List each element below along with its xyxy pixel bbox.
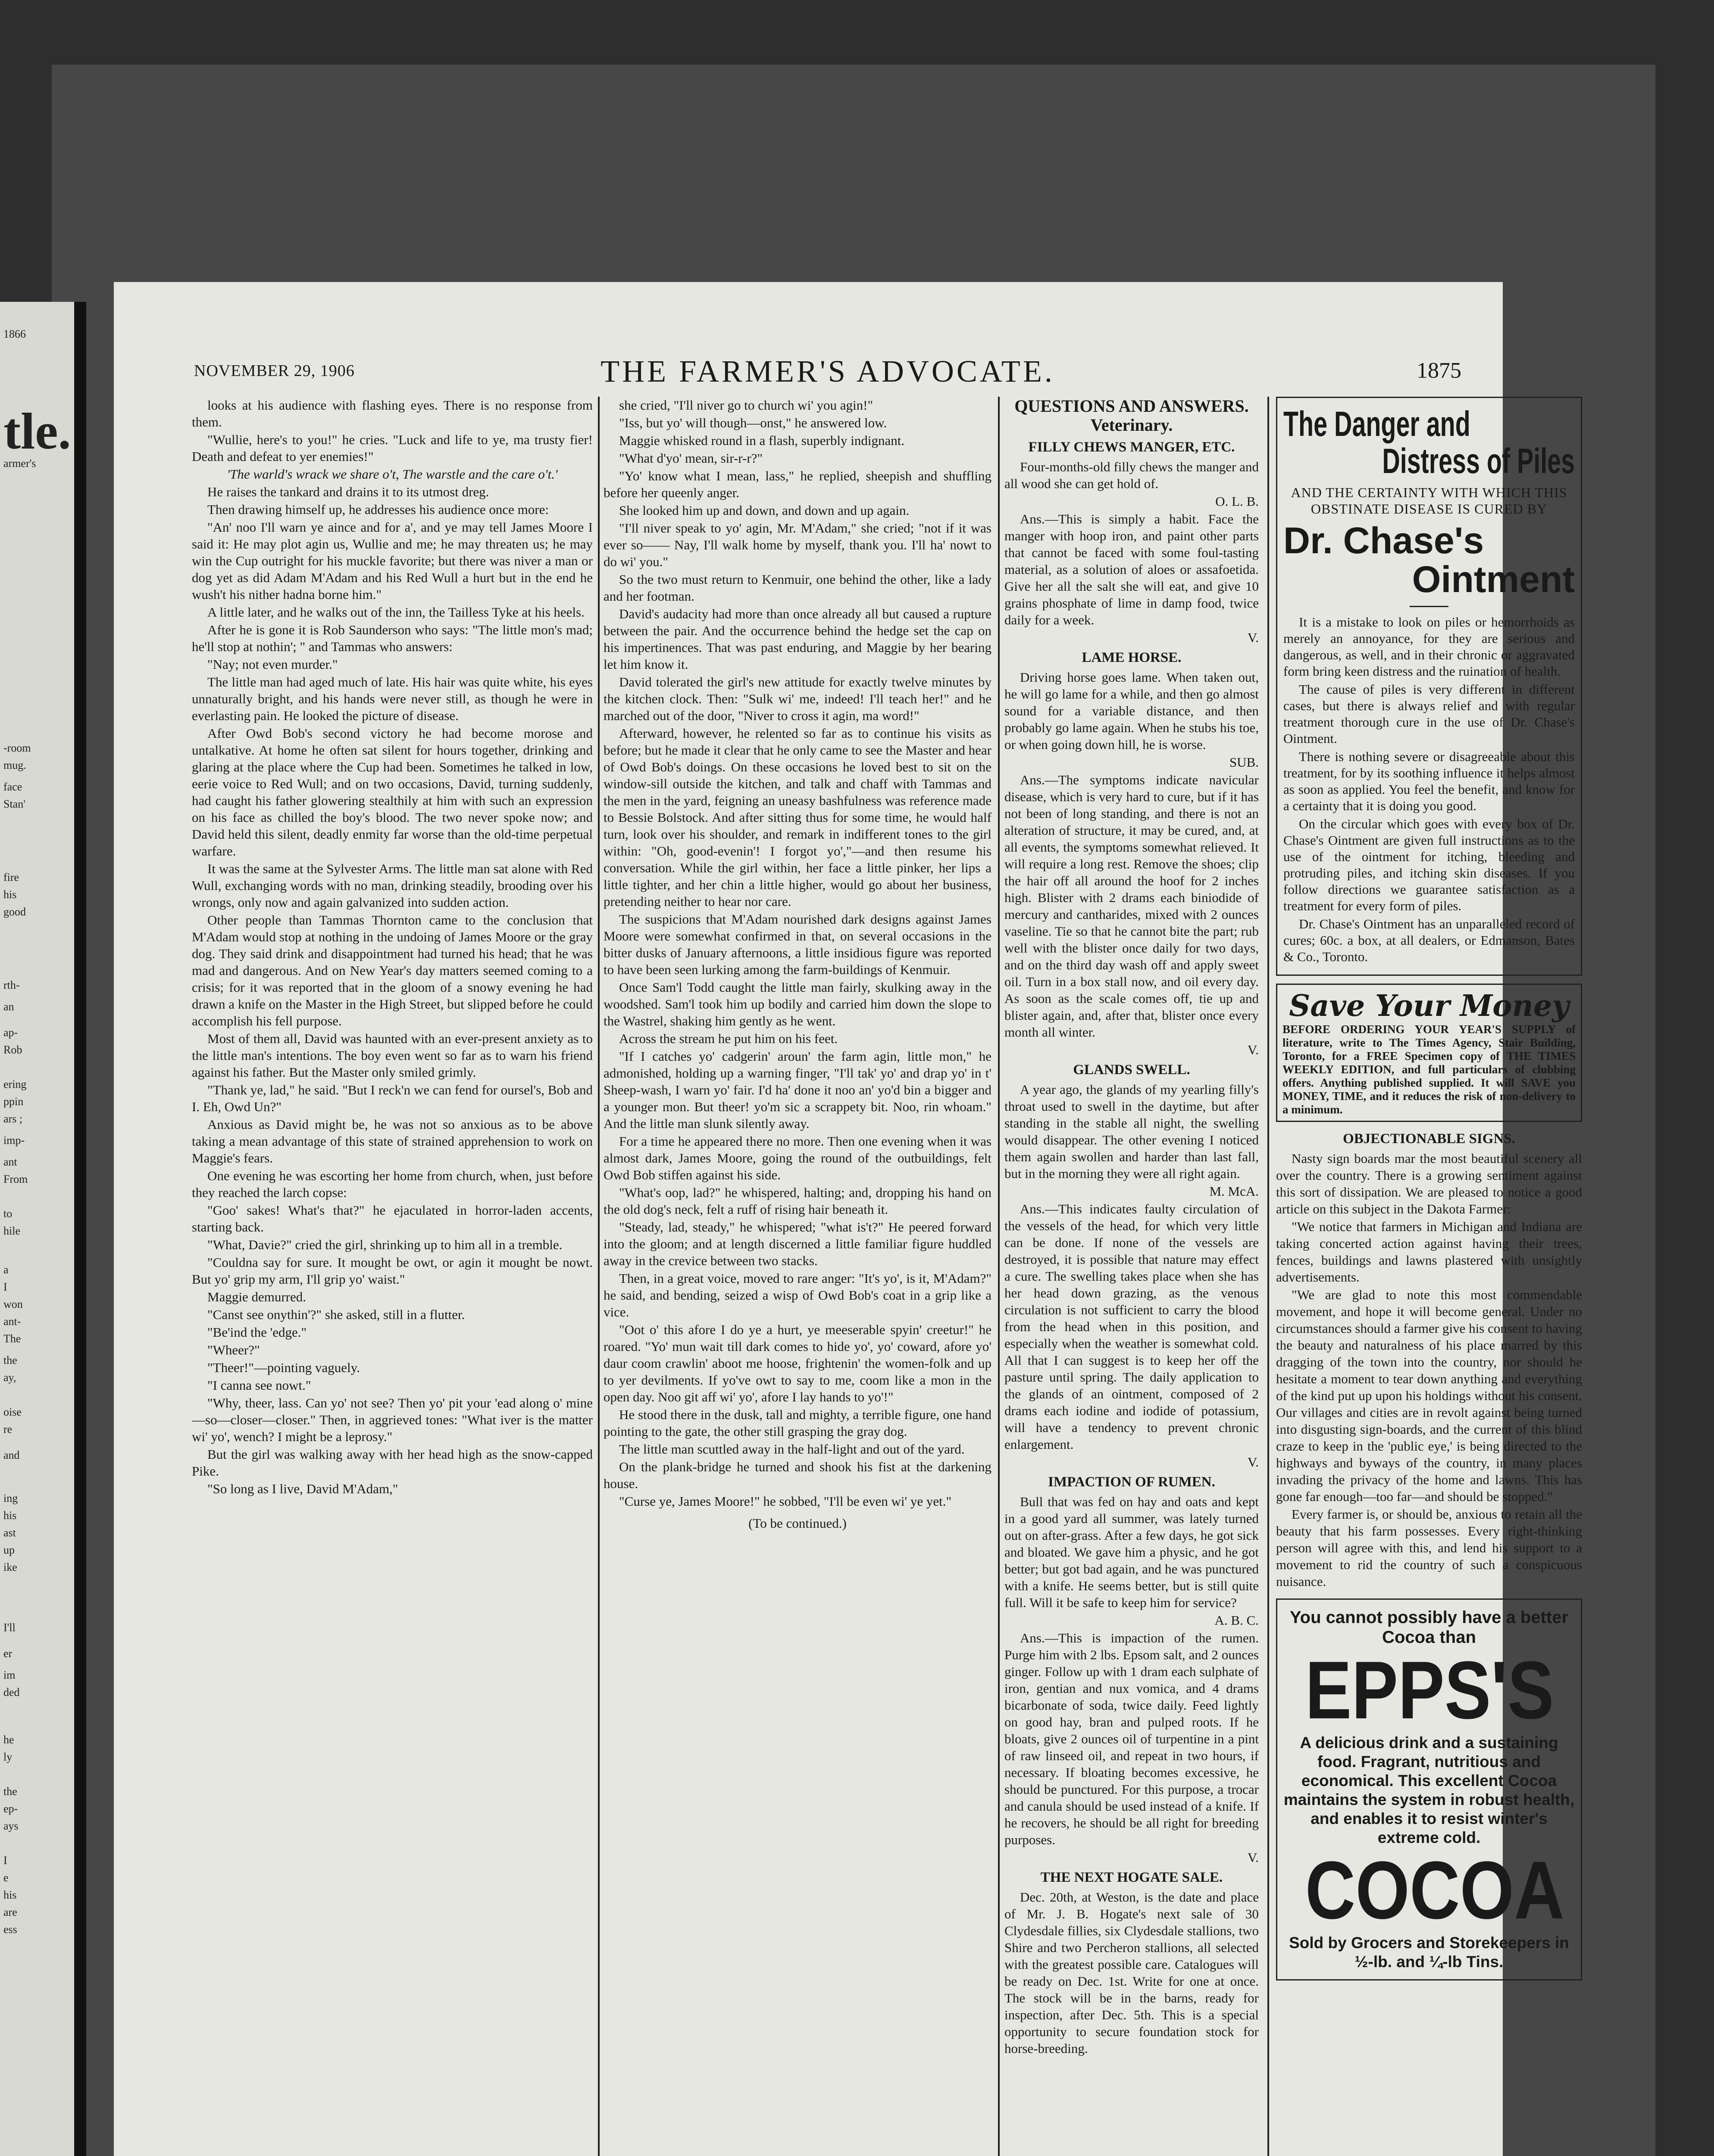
- ad-headline-1: The Danger and: [1283, 404, 1470, 444]
- qa-item: [1004, 1869, 1259, 2057]
- previous-page-fragment-text: his: [3, 1509, 17, 1522]
- story-paragraph: she cried, "I'll niver go to church wi' you agin!": [619, 398, 873, 413]
- article-paragraph: "We are glad to note this most commendable movement, and hope it will become general. Under no circumstances should a farmer give his consent to having the beauty and naturalness of his place marred by this dragging of the town into the country, nor should he hesitate a moment to tear down anything and everything of the kind put up upon his holdings without his consent. Our villages and cities are in revolt against being turned into disgusting sign-boards, and the current of this blind craze to keep in the 'public eye,' is being directed to the highways and byways of the country, in many places invading the privacy of the home and lawns. This has gone far enough—too far—and should be stopped.": [1276, 1287, 1582, 1504]
- qa-subhead: THE NEXT HOGATE SALE.: [1040, 1870, 1223, 1885]
- story-column-2: [604, 397, 991, 2156]
- ad-title: Save Your Money: [1289, 989, 1569, 1023]
- story-paragraph: "Theer!"—pointing vaguely.: [207, 1360, 360, 1375]
- story-paragraph: David's audacity had more than once already all but caused a rupture between the pair. And the occurrence behind the hedge set the cap on his impertinences. That was past enduring, and Maggie by her bearing let him know it.: [604, 606, 991, 672]
- story-paragraph: Anxious as David might be, he was not so anxious as to be above taking a mean advantage of this state of strained apprehension to work on Maggie's fears.: [192, 1117, 593, 1166]
- story-paragraph: After Owd Bob's second victory he had become morose and untalkative. At home he often sat silent for hours together, drinking and glaring at the place where the Cup had been. Sometimes he talked in low, eerie voice to Red Wull; and on two occasions, David, turning suddenly, had caught his father glowering stealthily at him with such an expression on his face as chilled the boy's blood. The two never spoke now; and David held this silent, deadly enmity far worse than the old-time perpetual warfare.: [192, 726, 593, 859]
- ad-availability: Sold by Grocers and Storekeepers in ½-lb. and ¼-lb Tins.: [1289, 1934, 1569, 1971]
- ad-product: COCOA: [1305, 1845, 1564, 1936]
- previous-page-fragment-text: -room: [3, 742, 31, 754]
- column-divider: [1267, 397, 1269, 2156]
- ad-brand: EPPS'S: [1305, 1645, 1554, 1736]
- story-paragraph: "Nay; not even murder.": [207, 657, 338, 672]
- ad-paragraph: The cause of piles is very different in different cases, but there is always relief and with regular treatment thorough cure in the use of Dr. Chase's Ointment.: [1283, 682, 1575, 746]
- previous-page-fragment-text: a: [3, 1263, 9, 1276]
- qa-item: [1004, 649, 1259, 1058]
- article-body: [1276, 1150, 1582, 1590]
- column-divider: [998, 397, 1000, 2156]
- story-paragraph: "Yo' know what I mean, lass," he replied, sheepish and shuffling before her queenly anger.: [604, 468, 991, 500]
- story-paragraph: Maggie demurred.: [207, 1289, 306, 1304]
- story-paragraph: "Canst see onythin'?" she asked, still in a flutter.: [207, 1307, 465, 1322]
- previous-page-fragment-text: ly: [3, 1751, 13, 1763]
- previous-page-fragment-text: an: [3, 1000, 14, 1013]
- question-text: Dec. 20th, at Weston, is the date and place of Mr. J. B. Hogate's next sale of 30 Clydesdale fillies, six Clydesdale stallions, two Shire and two Percheron stallions, all selected with the greatest possible care. Catalogues will be ready on Dec. 1st. Write for one at once. The stock will be in the barns, ready for inspection, after Dec. 5th. This is a special opportunity to secure foundation stock for horse-breeding.: [1004, 1890, 1259, 2056]
- story-paragraph: Across the stream he put him on his feet.: [619, 1031, 838, 1046]
- ad-paragraph: There is nothing severe or disagreeable about this treatment, for by its soothing influence it helps almost as soon as applied. You feel the benefit, and know for a certainty that it is doing you good.: [1283, 749, 1575, 813]
- questions-answers-column: [1004, 397, 1259, 2156]
- previous-page-fragment-text: Rob: [3, 1044, 22, 1056]
- story-paragraph: "Iss, but yo' will though—onst," he answered low.: [619, 415, 887, 430]
- ad-body: BEFORE ORDERING YOUR YEAR'S SUPPLY of literature, write to The Times Agency, Stair Building, Toronto, for a FREE Specimen copy of THE TIMES WEEKLY EDITION, and full particulars of clubbing offers. Anything published supplied. It will SAVE you MONEY, TIME, and it reduces the risk of non-delivery to a minimum.: [1282, 1023, 1576, 1116]
- page-gutter-shadow: [74, 302, 86, 2156]
- previous-page-fragment-text: are: [3, 1906, 17, 1918]
- story-paragraph: One evening he was escorting her home from church, when, just before they reached the larch copse:: [192, 1168, 593, 1200]
- previous-page-fragment-text: hile: [3, 1225, 20, 1237]
- previous-page-fragment-text: the: [3, 1354, 17, 1366]
- qa-items: [1004, 439, 1259, 2057]
- question-text: Driving horse goes lame. When taken out, he will go lame for a while, and then go almost sound for a variable distance, and then probably go lame again. When he stubs his toe, or when going down hill, he is worse.: [1004, 670, 1259, 752]
- story-paragraph: "Why, theer, lass. Can yo' not see? Then yo' pit your 'ead along o' mine—so—closer—closer." Then, in aggrieved tones: "What iver is the matter wi' yo', wench? I might be a leprosy.": [192, 1395, 593, 1444]
- question-text: Four-months-old filly chews the manger and all wood she can get hold of.: [1004, 459, 1259, 491]
- previous-page-fragment-text: im: [3, 1669, 16, 1681]
- signature: V.: [1247, 630, 1259, 645]
- story-paragraph: Maggie whisked round in a flash, superbly indignant.: [619, 433, 905, 448]
- article-paragraph: Nasty sign boards mar the most beautiful scenery all over the country. There is a growing sentiment against this sort of dissipation. We are pleased to notice a good article on this subject in the Dakota Farmer:: [1276, 1151, 1582, 1216]
- story-paragraph: He raises the tankard and drains it to its utmost dreg.: [207, 484, 489, 499]
- story-paragraph: "Oot o' this afore I do ye a hurt, ye meeserable spyin' creetur!" he roared. "Yo' mun wait till dark comes to hide yo', yo' coward, afore yo' daur coom crawlin' aboot me hoose, frightenin' the women-folk and up to yer devilments. If yo've owt to say to me, coom like a mon in the open day. Noo git aff wi' yo', afore I lay hands to yo'!": [604, 1322, 991, 1404]
- story-paragraph: "Be'ind the 'edge.": [207, 1325, 307, 1340]
- previous-page-fragment-text: and: [3, 1449, 20, 1461]
- previous-page-fragment-text: face: [3, 780, 22, 793]
- previous-page-fragment-text: ant: [3, 1156, 17, 1168]
- story-paragraph: The little man scuttled away in the half-light and out of the yard.: [619, 1442, 965, 1457]
- ad-description: A delicious drink and a sustaining food. Fragrant, nutritious and economical. This excellent Cocoa maintains the system in robust health, and enables it to resist winter's extreme cold.: [1283, 1734, 1575, 1846]
- story-paragraph: The little man had aged much of late. His hair was quite white, his eyes unnaturally bright, and his hands were never still, as though he were in everlasting pain. He looked the picture of disease.: [192, 674, 593, 723]
- story-paragraph: So the two must return to Kenmuir, one behind the other, like a lady and her footman.: [604, 572, 991, 604]
- previous-page-fragment-text: ant-: [3, 1315, 21, 1328]
- previous-page-fragment-text: armer's: [3, 457, 36, 470]
- signature: V.: [1247, 1042, 1259, 1057]
- answer-text: Ans.—This is simply a habit. Face the manger with hoop iron, and paint other parts that cannot be faced with some foul-tasting material, as a solution of aloes or assafoetida. Give her all the salt she will eat, and give 10 grains phosphate of lime in damp food, twice daily for a week.: [1004, 511, 1259, 627]
- previous-page-fragment-text: ing: [3, 1492, 18, 1504]
- page-number: 1875: [1417, 358, 1461, 383]
- previous-page-fragment-text: won: [3, 1298, 23, 1310]
- ad-body: [1283, 614, 1575, 965]
- section-title: QUESTIONS AND ANSWERS. Veterinary.: [1014, 397, 1249, 435]
- previous-page-fragment-text: er: [3, 1647, 13, 1660]
- story-paragraph: Then, in a great voice, moved to rare anger: "It's yo', is it, M'Adam?" he said, and bending, seized a wisp of Owd Bob's coat in a grip like a vice.: [604, 1271, 991, 1319]
- previous-page-fragment-text: I: [3, 1854, 7, 1867]
- previous-page-fragment-text: imp-: [3, 1134, 25, 1147]
- story-paragraph: "What d'yo' mean, sir-r-r?": [619, 451, 763, 466]
- previous-page-fragment-text: ars ;: [3, 1112, 23, 1125]
- newspaper-page: [116, 285, 1582, 2156]
- previous-page-fragment-text: Stan': [3, 798, 25, 810]
- previous-page-fragment-text: good: [3, 906, 26, 918]
- story-paragraph: David tolerated the girl's new attitude for exactly twelve minutes by the kitchen clock. Then: "Sulk wi' me, indeed! I'll teach her!" and he marched out of the door, "Niver to cross it agin, ma word!": [604, 674, 991, 723]
- story-paragraph: "Goo' sakes! What's that?" he ejaculated in horror-laden accents, starting back.: [192, 1203, 593, 1235]
- story-paragraph: "An' noo I'll warn ye aince and for a', and ye may tell James Moore I said it: He may plot agin us, Wullie and me; he may threaten us; he may win the Cup outright for his muckle favorite; but there was niver a man or dog yet as did Adam M'Adam and his Red Wull a hurt but in the end he wush't his nither hadna borne him.": [192, 520, 593, 602]
- story-paragraph: Once Sam'l Todd caught the little man fairly, skulking away in the woodshed. Sam'l took him up bodily and carried him down the slope to the Wastrel, shaking him gently as he went.: [604, 980, 991, 1028]
- story-paragraph: "Thank ye, lad," he said. "But I reck'n we can fend for oursel's, Bob and I. Eh, Owd Un?": [192, 1082, 593, 1114]
- previous-page-fragment-text: From: [3, 1173, 28, 1185]
- previous-page-fragment-text: ep-: [3, 1802, 18, 1815]
- article-paragraph: "We notice that farmers in Michigan and Indiana are taking concerted action against having their trees, fences, buildings and lawns plastered with unsightly advertisements.: [1276, 1219, 1582, 1285]
- signature: O. L. B.: [1215, 494, 1259, 509]
- story-paragraph: A little later, and he walks out of the inn, the Tailless Tyke at his heels.: [207, 605, 585, 620]
- story-paragraph: She looked him up and down, and down and up again.: [619, 503, 910, 518]
- previous-page-fragment-text: ded: [3, 1686, 20, 1698]
- qa-subhead: FILLY CHEWS MANGER, ETC.: [1028, 439, 1235, 455]
- epps-cocoa-ad: [1276, 1598, 1582, 1981]
- story-paragraph: "Steady, lad, steady," he whispered; "what is't?" He peered forward into the gloom; and at length discerned a little familiar figure huddled away in the crevice between two stacks.: [604, 1219, 991, 1268]
- signature: A. B. C.: [1214, 1613, 1259, 1628]
- story-paragraph: "So long as I live, David M'Adam,": [207, 1481, 398, 1496]
- qa-item: [1004, 1062, 1259, 1470]
- previous-page-fragment-text: ering: [3, 1078, 27, 1091]
- story-paragraph: "If I catches yo' cadgerin' aroun' the farm agin, little mon," he admonished, holding up a warning finger, "I'll tak' yo' and drap yo' in t' Sheep-wash, I warn yo' fair. I'd ha' done it noo an' yo'd bin a bigger and a younger mon. But theer! yo'm sic a scrappety bit. Noo, rin whoam." And the little man slunk silently away.: [604, 1049, 991, 1131]
- story-paragraph: It was the same at the Sylvester Arms. The little man sat alone with Red Wull, exchanging words with no man, drinking steadily, brooding over his wrongs, only now and again galvanized into sudden action.: [192, 861, 593, 910]
- story-paragraph: "I canna see nowt.": [207, 1378, 311, 1393]
- previous-page-fragment-text: oise: [3, 1406, 22, 1418]
- story-paragraph: "What's oop, lad?" he whispered, halting; and, dropping his hand on the old dog's neck, felt a ruff of rising hair beneath it.: [604, 1185, 991, 1217]
- qa-item: [1004, 1474, 1259, 1866]
- previous-page-fragment-text: e: [3, 1871, 9, 1884]
- objectionable-signs-article: [1276, 1131, 1582, 1590]
- qa-subhead: IMPACTION OF RUMEN.: [1048, 1474, 1215, 1490]
- previous-page-fragment-text: his: [3, 1889, 17, 1901]
- ad-intro: You cannot possibly have a better Cocoa than: [1289, 1608, 1569, 1647]
- previous-page-fragment-text: rth-: [3, 979, 20, 991]
- advertisement-column: [1276, 397, 1582, 2156]
- story-paragraph: Other people than Tammas Thornton came to the conclusion that M'Adam would stop at nothing in the undoing of James Moore or the gray dog. They said drink and disappointment had turned his head; that he was mad and dangerous. And on New Year's day matters seemed coming to a crisis; for it was reported that in the gloom of a snowy evening he had drawn a knife on the Master in the High Street, but slipped before he could accomplish his fell purpose.: [192, 912, 593, 1028]
- page-header: [194, 354, 1461, 388]
- qa-subhead: GLANDS SWELL.: [1073, 1062, 1190, 1078]
- story-paragraph: On the plank-bridge he turned and shook his fist at the darkening house.: [604, 1459, 991, 1491]
- masthead-title: THE FARMER'S ADVOCATE.: [601, 354, 1055, 389]
- signature: SUB.: [1229, 755, 1259, 770]
- previous-page-fragment-text: 1866: [3, 328, 26, 340]
- answer-text: Ans.—The symptoms indicate navicular disease, which is very hard to cure, but if it has not been of long standing, and there is not an alteration of structure, it may be cured, and, at all events, the symptoms somewhat relieved. It will require a long rest. Remove the shoes; clip the hair off all around the hoof for 2 inches high. Blister with 2 drams each biniodide of mercury and cantharides, mixed with 2 ounces vaseline. Tie so that he cannot bite the part; rub well with the blister once daily for two days, and on the third day wash off and apply sweet oil. Turn in a box stall now, and oil every day. As soon as the scale comes off, tie up and blister again, and, after that, blister once every month all winter.: [1004, 772, 1259, 1040]
- previous-page-fragment-text: The: [3, 1332, 21, 1345]
- issue-date: NOVEMBER 29, 1906: [194, 362, 355, 380]
- story-paragraph: The suspicions that M'Adam nourished dark designs against James Moore were somewhat confirmed in that, on several occasions in the bitter dusks of January afternoons, a little insidious figure was reported to have been seen lurking among the farm-buildings of Kenmuir.: [604, 912, 991, 977]
- previous-page-fragment-text: ays: [3, 1820, 19, 1832]
- ad-headline-2: Distress of Piles: [1382, 442, 1575, 481]
- answer-text: Ans.—This is impaction of the rumen. Purge him with 2 lbs. Epsom salt, and 2 ounces ginger. Follow up with 1 dram each sulphate of iron, gentian and nux vomica, and 4 drams bicarbonate of soda, twice daily. Feed lightly on good hay, bran and pulped roots. If he bloats, give 2 ounces oil of turpentine in a pint of raw linseed oil, and repeat in two hours, if necessary. If bloating becomes excessive, he should be punctured. For this purpose, a trocar and canula should be used instead of a knife. If he recovers, he should be all right for breeding purposes.: [1004, 1630, 1259, 1847]
- previous-page-fragment-text: ike: [3, 1561, 17, 1573]
- story-paragraph: "Curse ye, James Moore!" he sobbed, "I'll be even wi' ye yet.": [619, 1494, 952, 1509]
- story-paragraph: (To be continued.): [748, 1516, 847, 1531]
- story-paragraph: "I'll niver speak to yo' agin, Mr. M'Adam," she cried; "not if it was ever so—— Nay, I'll walk home by myself, thank you. I'll ha' nowt to do wi' you.": [604, 520, 991, 569]
- previous-page-fragment-text: mug.: [3, 759, 26, 771]
- previous-page-fragment-text: fire: [3, 871, 19, 884]
- story-paragraph: "What, Davie?" cried the girl, shrinking up to him all in a tremble.: [207, 1237, 563, 1252]
- previous-page-fragment-text: the: [3, 1785, 17, 1798]
- ad-brand-2: Ointment: [1412, 559, 1575, 600]
- qa-subhead: LAME HORSE.: [1082, 650, 1182, 665]
- qa-item: [1004, 439, 1259, 646]
- previous-page-fragment-text: to: [3, 1207, 13, 1220]
- previous-page-fragment-text: ay,: [3, 1371, 16, 1384]
- previous-page-fragment-text: he: [3, 1733, 14, 1746]
- story-paragraph: 'The warld's wrack we share o't, The warstle and the care o't.': [227, 467, 558, 482]
- story-paragraph: "Couldna say for sure. It mought be owt, or agin it mought be nowt. But yo' grip my arm, I'll grip yo' waist.": [192, 1255, 593, 1287]
- previous-page-fragment-text: his: [3, 888, 17, 901]
- previous-page-fragment-text: ess: [3, 1923, 17, 1936]
- story-paragraph: He stood there in the dusk, tall and mighty, a terrible figure, one hand pointing to the gate, the other still grasping the gray dog.: [604, 1407, 991, 1439]
- story-paragraph: Most of them all, David was haunted with an ever-present anxiety as to the little man's intentions. The boy even went so far as to warn his friend against his father. But the Master only smiled grimly.: [192, 1031, 593, 1080]
- story-paragraph: looks at his audience with flashing eyes. There is no response from them.: [192, 398, 593, 429]
- ad-brand-1: Dr. Chase's: [1283, 520, 1484, 561]
- article-paragraph: Every farmer is, or should be, anxious to retain all the beauty that his farm possesses. Every right-thinking person will agree with this, and lend his support to a movement to rid the country of such a conspicuous nuisance.: [1276, 1507, 1582, 1589]
- signature: V.: [1247, 1850, 1259, 1865]
- previous-page-fragment-text: ppin: [3, 1095, 24, 1108]
- signature: M. McA.: [1209, 1184, 1259, 1199]
- story-column-1: [192, 397, 593, 2156]
- story-paragraph: For a time he appeared there no more. Then one evening when it was almost dark, James Moore, going the round of the outbuildings, felt Owd Bob stiffen against his side.: [604, 1134, 991, 1182]
- signature: V.: [1247, 1454, 1259, 1470]
- piles-ointment-ad: [1276, 397, 1582, 976]
- ad-paragraph: On the circular which goes with every box of Dr. Chase's Ointment are given full instructions as to the use of the ointment for itching, bleeding and protruding piles, and itching skin diseases. If you follow directions we guarantee satisfaction as a treatment for every form of piles.: [1283, 816, 1575, 913]
- previous-page-fragment-text: up: [3, 1544, 15, 1556]
- story-paragraph: After he is gone it is Rob Saunderson who says: "The little mon's mad; he'll stop at nothin'; " and Tammas who answers:: [192, 622, 593, 654]
- answer-text: Ans.—This indicates faulty circulation of the vessels of the head, for which very little can be done. If none of the vessels are destroyed, it is possible that nature may effect a cure. The swelling takes place when she has her head down grazing, as the venous circulation is not sufficient to carry the blood from the head when in this position, and especially when the weather is somewhat cold. All that I can suggest is to keep her off the pasture until spring. The daily application to the glands of an ointment, composed of 2 drams each iodine and iodide of potassium, will have a tendency to prevent chronic enlargement.: [1004, 1201, 1259, 1452]
- previous-page-fragment: [0, 302, 86, 2156]
- story-paragraph: "Wheer?": [207, 1342, 260, 1357]
- previous-page-fragment-text: re: [3, 1423, 13, 1435]
- previous-page-fragment-text: ast: [3, 1526, 16, 1539]
- story-paragraph: But the girl was walking away with her head high as the snow-capped Pike.: [192, 1447, 593, 1479]
- article-title: OBJECTIONABLE SIGNS.: [1343, 1131, 1515, 1147]
- question-text: Bull that was fed on hay and oats and kept in a good yard all summer, was lately turned out on after-grass. After a few days, he got sick and bloated. We gave him a physic, and he got better; but got bad again, and he was punctured with a knife. He seems better, but is still quite full. Will it be safe to keep him for service?: [1004, 1494, 1259, 1610]
- previous-page-fragment-text: I: [3, 1281, 7, 1293]
- ad-paragraph: It is a mistake to look on piles or hemorrhoids as merely an annoyance, for they are serious and dangerous, as well, and in their chronic or aggravated form bring keen distress and the ruination of health.: [1283, 614, 1575, 679]
- question-text: A year ago, the glands of my yearling filly's throat used to swell in the daytime, but after standing in the stable all night, the swelling would disappear. The other evening I noticed them again swollen and harder than last fall, but in the morning they were all right again.: [1004, 1082, 1259, 1181]
- previous-page-fragment-text: I'll: [3, 1621, 16, 1634]
- previous-page-fragment-text: tle.: [3, 402, 71, 460]
- story-paragraph: Afterward, however, he relented so far as to continue his visits as before; but he made it clear that he only came to see the Master and hear of Owd Bob's doings. On these occasions he loved best to sit on the window-sill outside the kitchen, and talk and chaff with Tammas and the men in the yard, feigning an uneasy bashfulness was reference made to Bessie Bolstock. And after sitting thus for some time, he would half turn, look over his shoulder, and remark in indifferent tones to the girl within: "Oh, good-evenin'! I forgot yo',"—and then resume his conversation. While the girl within, her face a little pinker, her lips a little tighter, and her chin a little higher, would go about her business, pretending neither to hear nor care.: [604, 726, 991, 909]
- divider-rule: [1410, 606, 1448, 607]
- previous-page-fragment-text: ap-: [3, 1026, 18, 1039]
- story-paragraph: Then drawing himself up, he addresses his audience once more:: [207, 502, 549, 517]
- column-divider: [598, 397, 600, 2156]
- story-paragraph: "Wullie, here's to you!" he cries. "Luck and life to ye, ma trusty fier! Death and defeat to yer enemies!": [192, 432, 593, 464]
- save-money-ad: [1276, 984, 1582, 1122]
- ad-subtitle: AND THE CERTAINTY WITH WHICH THIS OBSTINATE DISEASE IS CURED BY: [1291, 485, 1567, 517]
- ad-paragraph: Dr. Chase's Ointment has an unparalleled record of cures; 60c. a box, at all dealers, or Edmanson, Bates & Co., Toronto.: [1283, 916, 1575, 964]
